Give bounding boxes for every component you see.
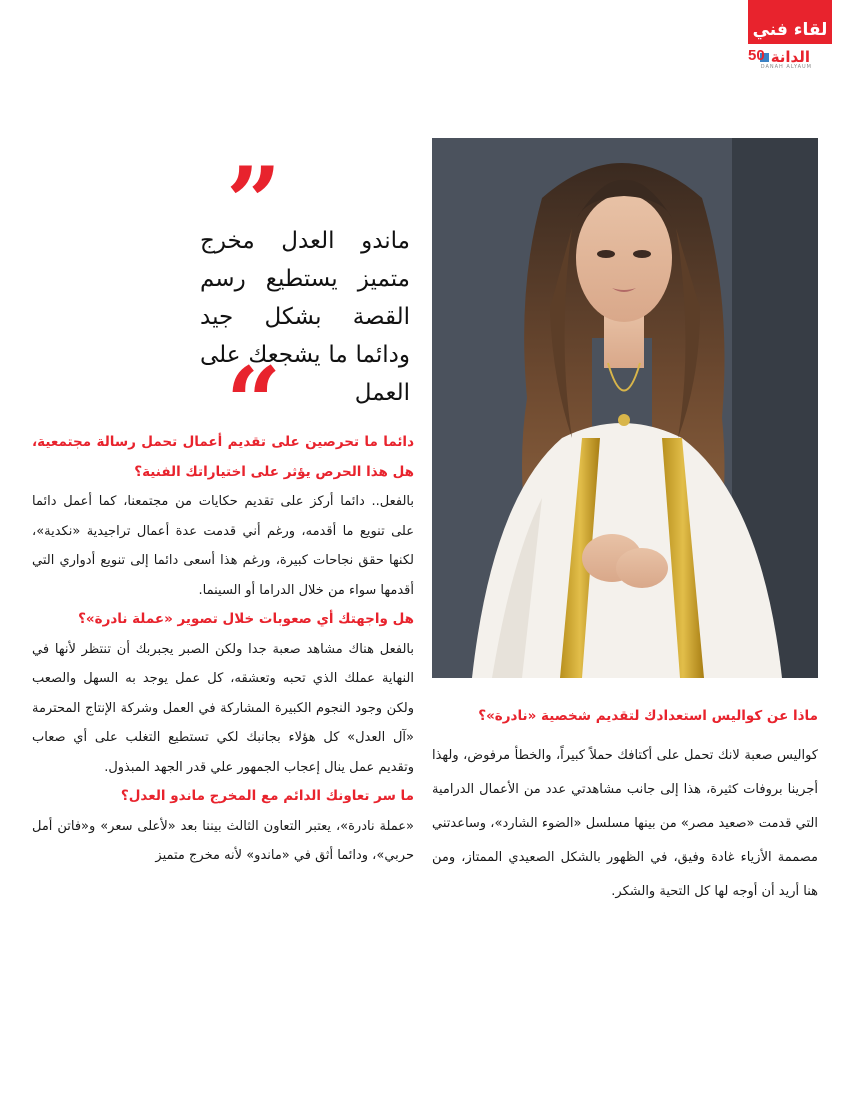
answer-4: كواليس صعبة لانك تحمل على أكتافك حملاً كبيراً، والخطأ مرفوض، ولهذا أجرينا بروفات كثيرة، هذا إلى جانب مشاهدتي عدد من الأعمال الدرامية التي قدمت «صعيد مصر» من بينها مسلسل «الضوء الشارد»، وساعدتني مصممة الأزياء غادة وفيق، في الظهور بالشكل الصعيدي الممتاز، ومن هنا أريد أن أوجه لها كل التحية والشكر. (432, 748, 818, 899)
portrait-photo (432, 138, 818, 678)
page-header (748, 0, 832, 68)
quote-close-icon: “ (226, 346, 282, 459)
article-column-right (432, 693, 818, 909)
question-4: ماذا عن كواليس استعدادك لتقديم شخصية «نادرة»؟ (478, 708, 818, 724)
article-column-left (32, 428, 414, 871)
question-2: هل واجهتك أي صعوبات خلال تصوير «عملة نادرة»؟ (78, 611, 414, 627)
pull-quote: ماندو العدل مخرج متميز يستطيع رسم القصة بشكل جيد ودائما ما يشجعك على العمل (200, 228, 410, 406)
answer-3: «عملة نادرة»، يعتبر التعاون الثالث بيننا بعد «لأعلى سعر» و«فاتن أمل حربي»، ودائما أثق في «ماندو» لأنه مخرج متميز (32, 818, 414, 863)
question-3: ما سر تعاونك الدائم مع المخرج ماندو العدل؟ (120, 788, 414, 804)
answer-2: بالفعل هناك مشاهد صعبة جدا ولكن الصبر يجبربك أن تنتظر لأنها في النهاية عملك الذي تحبه وتعشقه، كل عمل يوجد به السهل والصعب ولكن وجود النجوم الكبيرة المشاركة في العمل وشركة الإنتاج المحترمة «آل العدل» كل هؤلاء بجانبك لكي تستطيع التغلب على أي صعاب وتقديم عمل ينال إعجاب الجمهور علي قدر الجهد المبذول. (32, 641, 414, 775)
section-title: لقاء فني (748, 0, 832, 44)
logo-subtitle: DANAH ALYAUM (760, 64, 812, 70)
quote-open-icon: ” (226, 146, 282, 259)
answer-1: بالفعل.. دائما أركز على تقديم حكايات من مجتمعنا، كما أعمل دائما على تنويع ما أقدمه، ورغم أني قدمت عدة أعمال تراجيدية «نكدية»، لكنها حقق نجاحات كبيرة، ورغم هذا أسعى دائما إلى تنويع أدواري التي أقدمها سواء من خلال الدراما أو السينما. (32, 494, 414, 598)
question-1: دائما ما تحرصين على تقديم أعمال تحمل رسالة مجتمعية، هل هذا الحرص يؤثر على اختياراتك الفنية؟ (32, 434, 414, 480)
magazine-logo-text: الدانة (770, 48, 810, 66)
portrait-illustration (432, 138, 818, 678)
page-number: 50 (748, 47, 765, 64)
